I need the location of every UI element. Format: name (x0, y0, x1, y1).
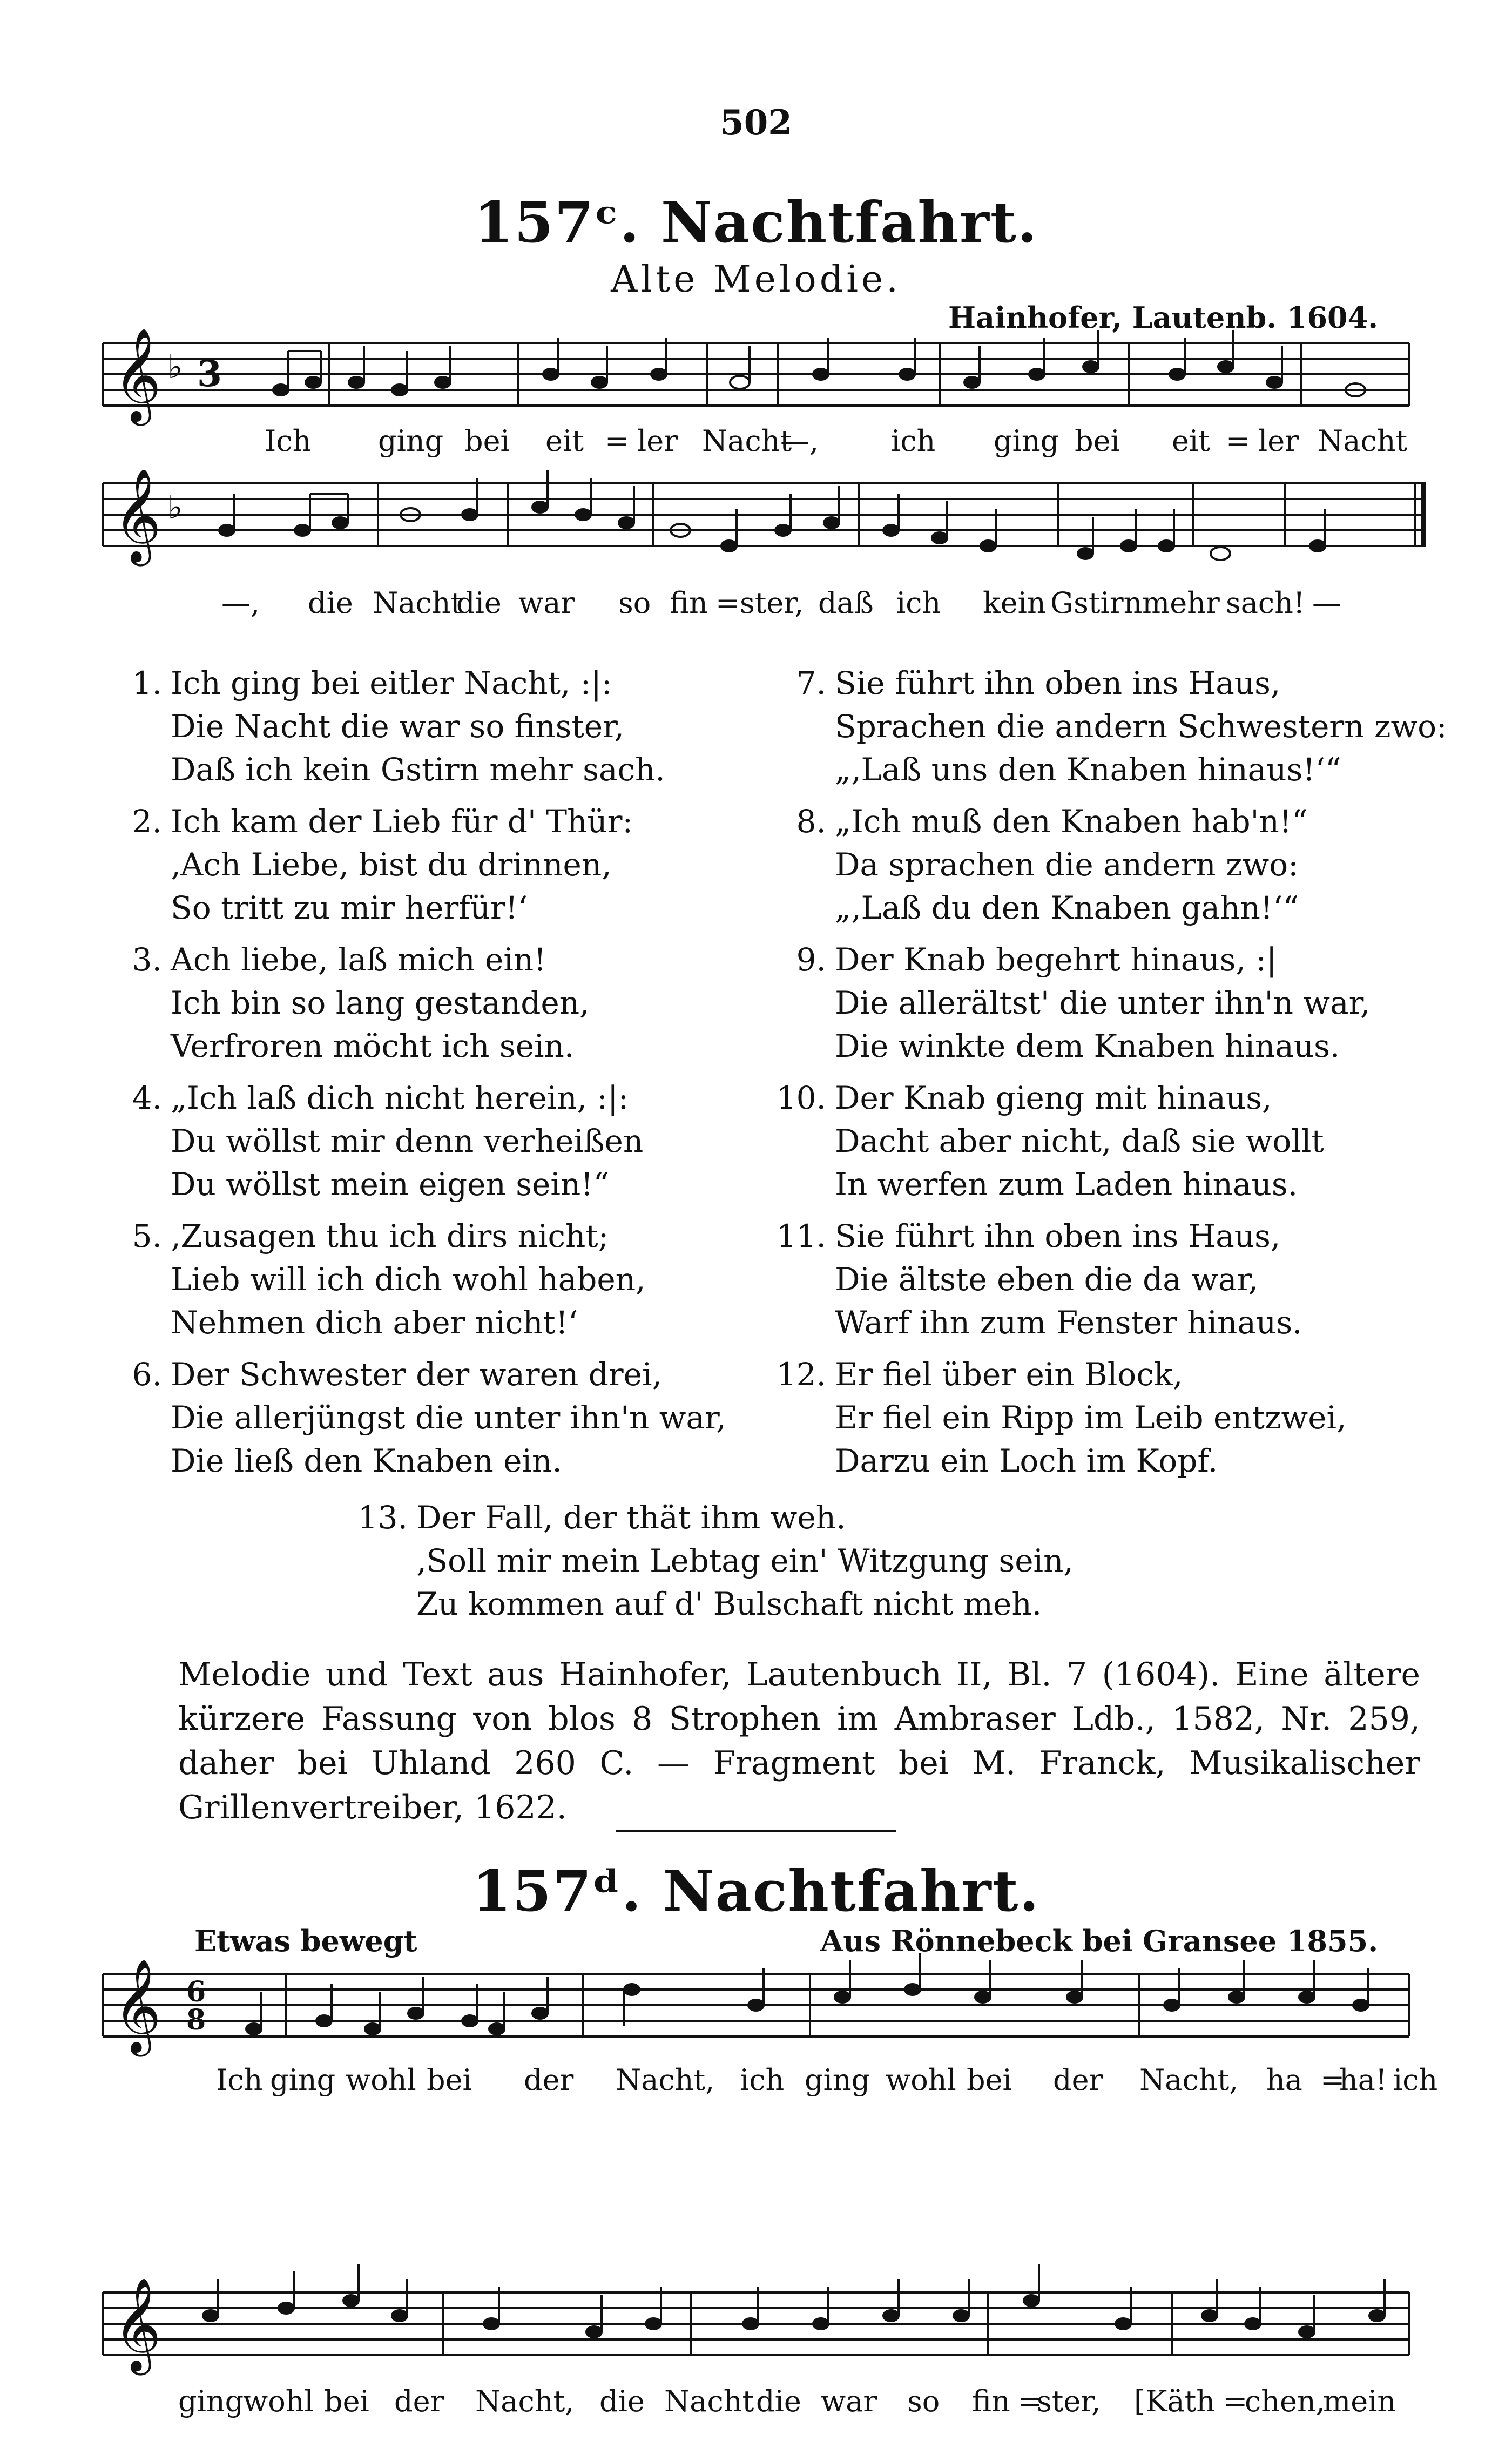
stanza (767, 1076, 1447, 1206)
stanza-line: ‚Zusagen thu ich dirs nicht; (171, 1218, 609, 1255)
lyric-syllable: bei (1075, 424, 1120, 458)
stanza-line: Der Schwester der waren drei, (171, 1356, 662, 1393)
lyric-syllable: Nacht, (616, 2063, 715, 2097)
stanza-line: Sprachen die andern Schwestern zwo: (835, 708, 1447, 745)
treble-clef-icon: 𝄞 (113, 328, 161, 422)
stanza-line: Er fiel ein Ripp im Leib entzwei, (835, 1399, 1347, 1436)
lyric-syllable: fin (670, 586, 708, 620)
stanza-line: „‚Laß du den Knaben gahn!‘“ (835, 889, 1299, 926)
lyric-syllable: ging (994, 424, 1059, 458)
lyric-syllable: sach! (1226, 586, 1305, 620)
stanza-line: In werfen zum Laden hinaus. (835, 1166, 1298, 1203)
stanza-number: 10. (776, 1080, 826, 1116)
stanza-number: 9. (796, 941, 826, 978)
lyric-syllable: [Käth (1134, 2384, 1216, 2418)
lyric-syllable: = (1018, 2384, 1043, 2418)
lyric-syllable: ler (1258, 424, 1299, 458)
stanza (103, 800, 726, 929)
stanza-line: So tritt zu mir herfür!‘ (171, 889, 528, 926)
lyric-syllable: war (518, 586, 575, 620)
lyric-syllable: der (1053, 2063, 1103, 2097)
lyric-syllable: = (1226, 424, 1251, 458)
lyric-syllable: = (1223, 2384, 1248, 2418)
song-c-subtitle: Alte Melodie. (611, 258, 901, 301)
lyric-syllable: —, (221, 586, 260, 620)
stanza-line: Daß ich kein Gstirn mehr sach. (171, 751, 665, 788)
lyric-syllable: eit (545, 424, 584, 458)
stanzas-right-column (767, 662, 1447, 1491)
lyric-syllable: war (821, 2384, 878, 2418)
page-number: 502 (720, 103, 792, 143)
section-divider (616, 1830, 896, 1832)
stanza-line: Die ältste eben die da war, (835, 1261, 1259, 1298)
lyric-syllable: ich (891, 424, 936, 458)
lyric-syllable: wohl (243, 2384, 314, 2418)
lyric-syllable: die (308, 586, 353, 620)
stanza-line: Sie führt ihn oben ins Haus, (835, 1218, 1281, 1255)
time-signature-bottom: 8 (186, 2004, 206, 2036)
lyric-syllable: ging (178, 2384, 244, 2418)
stanza (103, 1353, 726, 1482)
stanza-line: Die Nacht die war so finster, (171, 708, 624, 745)
flat-icon: ♭ (167, 348, 183, 386)
stanza-number: 2. (132, 803, 162, 840)
lyric-syllable: Nacht (664, 2384, 754, 2418)
lyric-syllable: bei (464, 424, 510, 458)
lyric-syllable: ster, (1037, 2384, 1101, 2418)
lyric-syllable: ging (378, 424, 444, 458)
stanza-line: Nehmen dich aber nicht!‘ (171, 1304, 578, 1341)
lyric-syllable: mein (1323, 2384, 1396, 2418)
lyric-syllable: ich (1393, 2063, 1438, 2097)
stanza-line: Die winkte dem Knaben hinaus. (835, 1028, 1340, 1064)
stanza-number: 8. (796, 803, 826, 840)
stanza-line: „Ich muß den Knaben hab'n!“ (835, 803, 1308, 840)
lyric-syllable: wohl (886, 2063, 956, 2097)
stanza-line: Ich kam der Lieb für d' Thür: (171, 803, 633, 840)
lyric-syllable: kein (983, 586, 1046, 620)
stanza (767, 1215, 1447, 1344)
lyric-syllable: der (394, 2384, 444, 2418)
stanza-line: Du wöllst mein eigen sein!“ (171, 1166, 610, 1203)
stanza (767, 1353, 1447, 1482)
stanza-line: Ich bin so lang gestanden, (171, 984, 590, 1021)
song-d-tempo: Etwas bewegt (194, 1924, 417, 1958)
song-d-notes-2 (202, 2294, 1386, 2338)
lyric-syllable: = (1320, 2063, 1345, 2097)
song-c-source: Hainhofer, Lautenb. 1604. (948, 300, 1378, 335)
lyric-syllable: so (618, 586, 651, 620)
lyric-syllable: ich (740, 2063, 785, 2097)
stanza (767, 938, 1447, 1068)
lyric-syllable: —, (780, 424, 819, 458)
lyric-syllable: wohl (346, 2063, 416, 2097)
song-c-title: 157ᶜ. Nachtfahrt. (474, 189, 1038, 255)
stanza-line: Darzu ein Loch im Kopf. (835, 1442, 1218, 1479)
stanza-line: Sie führt ihn oben ins Haus, (835, 665, 1281, 702)
song-d-source: Aus Rönnebeck bei Gransee 1855. (820, 1924, 1378, 1958)
stanza-line: Da sprachen die andern zwo: (835, 846, 1299, 883)
treble-clef-icon: 𝄞 (113, 2277, 161, 2371)
lyric-syllable: — (1312, 586, 1341, 620)
stanza (103, 938, 726, 1068)
stanza-number: 11. (776, 1218, 826, 1255)
stanza-line: ‚Ach Liebe, bist du drinnen, (171, 846, 612, 883)
time-signature: 3 (197, 353, 222, 395)
stanzas-left-column (103, 662, 726, 1491)
song-d-notes-1 (245, 1983, 1369, 2035)
stanza-number: 7. (796, 665, 826, 702)
lyric-syllable: fin (972, 2384, 1010, 2418)
lyric-syllable: ging (805, 2063, 870, 2097)
stanza (767, 662, 1447, 791)
lyric-syllable: Nacht (702, 424, 792, 458)
stanza-number: 5. (132, 1218, 162, 1255)
stanza-line: Der Knab gieng mit hinaus, (835, 1080, 1272, 1116)
lyric-syllable: ster, (740, 586, 804, 620)
lyric-syllable: bei (967, 2063, 1012, 2097)
lyric-syllable: ich (896, 586, 941, 620)
stanza-13 (348, 1496, 1074, 1626)
treble-clef-icon: 𝄞 (113, 1959, 161, 2053)
stanza-line: Du wöllst mir denn verheißen (171, 1123, 644, 1159)
stanza-line: Die allerjüngst die unter ihn'n war, (171, 1399, 726, 1436)
lyric-syllable: Nacht, (1139, 2063, 1239, 2097)
stanza-number: 13. (357, 1499, 408, 1536)
stanza (103, 1215, 726, 1344)
stanza-line: Der Fall, der thät ihm weh. (416, 1499, 846, 1536)
stanza-number: 3. (132, 941, 162, 978)
lyric-syllable: ler (637, 424, 678, 458)
stanza-line: Lieb will ich dich wohl haben, (171, 1261, 646, 1298)
stanza (767, 800, 1447, 929)
stanza-line: Ach liebe, laß mich ein! (171, 941, 546, 978)
lyric-syllable: = (716, 586, 740, 620)
lyric-syllable: Ich (265, 424, 312, 458)
song-c-staff-1 (103, 343, 1409, 406)
stanza-line: Die ließ den Knaben ein. (171, 1442, 562, 1479)
lyric-syllable: bei (427, 2063, 472, 2097)
source-note: Melodie und Text aus Hainhofer, Lautenbuch II, Bl. 7 (1604). Eine ältere kürzere Fassung von blos 8 Strophen im Ambraser Ldb., 1582, Nr. 259, daher bei Uhland 260 C. — Fragment bei M. Franck, Musikalischer Grillenvertreiber, 1622. (178, 1656, 1420, 1826)
lyric-syllable: Nacht, (475, 2384, 575, 2418)
stanza-line: „Ich laß dich nicht herein, :|: (171, 1080, 629, 1116)
stanza-line: Verfroren möcht ich sein. (171, 1028, 575, 1064)
stanza-line: Ich ging bei eitler Nacht, :|: (171, 665, 612, 702)
lyric-syllable: ha (1266, 2063, 1302, 2097)
lyric-syllable: chen, (1245, 2384, 1325, 2418)
stanza-number: 1. (132, 665, 162, 702)
lyric-syllable: Nacht (1318, 424, 1408, 458)
treble-clef-icon: 𝄞 (113, 468, 161, 562)
lyric-syllable: die (756, 2384, 801, 2418)
lyric-syllable: Ich (216, 2063, 263, 2097)
flat-icon: ♭ (167, 489, 183, 527)
stanza-line: Dacht aber nicht, daß sie wollt (835, 1123, 1324, 1159)
stanza-line: Die allerältst' die unter ihn'n war, (835, 984, 1371, 1021)
lyric-syllable: daß (818, 586, 874, 620)
lyric-syllable: = (605, 424, 630, 458)
lyric-syllable: so (907, 2384, 940, 2418)
lyric-syllable: bei (324, 2384, 369, 2418)
song-d-title: 157ᵈ. Nachtfahrt. (472, 1858, 1040, 1924)
stanza-number: 6. (132, 1356, 162, 1393)
song-d-stems-1 (261, 1953, 1368, 2029)
stanza-number: 12. (776, 1356, 826, 1393)
stanza-line: ‚Soll mir mein Lebtag ein' Witzgung sein, (416, 1542, 1074, 1579)
lyric-syllable: Gstirn (1050, 586, 1143, 620)
stanza-number: 4. (132, 1080, 162, 1116)
stanza-line: Zu kommen auf d' Bulschaft nicht meh. (416, 1586, 1042, 1622)
stanza (103, 662, 726, 791)
time-signature-top: 6 (186, 1975, 206, 2008)
lyric-syllable: ha! (1339, 2063, 1387, 2097)
stanza (103, 1076, 726, 1206)
lyric-syllable: ging (270, 2063, 336, 2097)
stanza-line: „‚Laß uns den Knaben hinaus!‘“ (835, 751, 1341, 788)
lyric-syllable: eit (1172, 424, 1210, 458)
stanza-line: Der Knab begehrt hinaus, :| (835, 941, 1277, 978)
lyric-syllable: Nacht (373, 586, 463, 620)
stanza-line: Er fiel über ein Block, (835, 1356, 1183, 1393)
lyric-syllable: die (456, 586, 502, 620)
lyric-syllable: die (599, 2384, 645, 2418)
lyric-syllable: mehr (1142, 586, 1220, 620)
stanza-line: Warf ihn zum Fenster hinaus. (835, 1304, 1302, 1341)
lyric-syllable: der (524, 2063, 574, 2097)
